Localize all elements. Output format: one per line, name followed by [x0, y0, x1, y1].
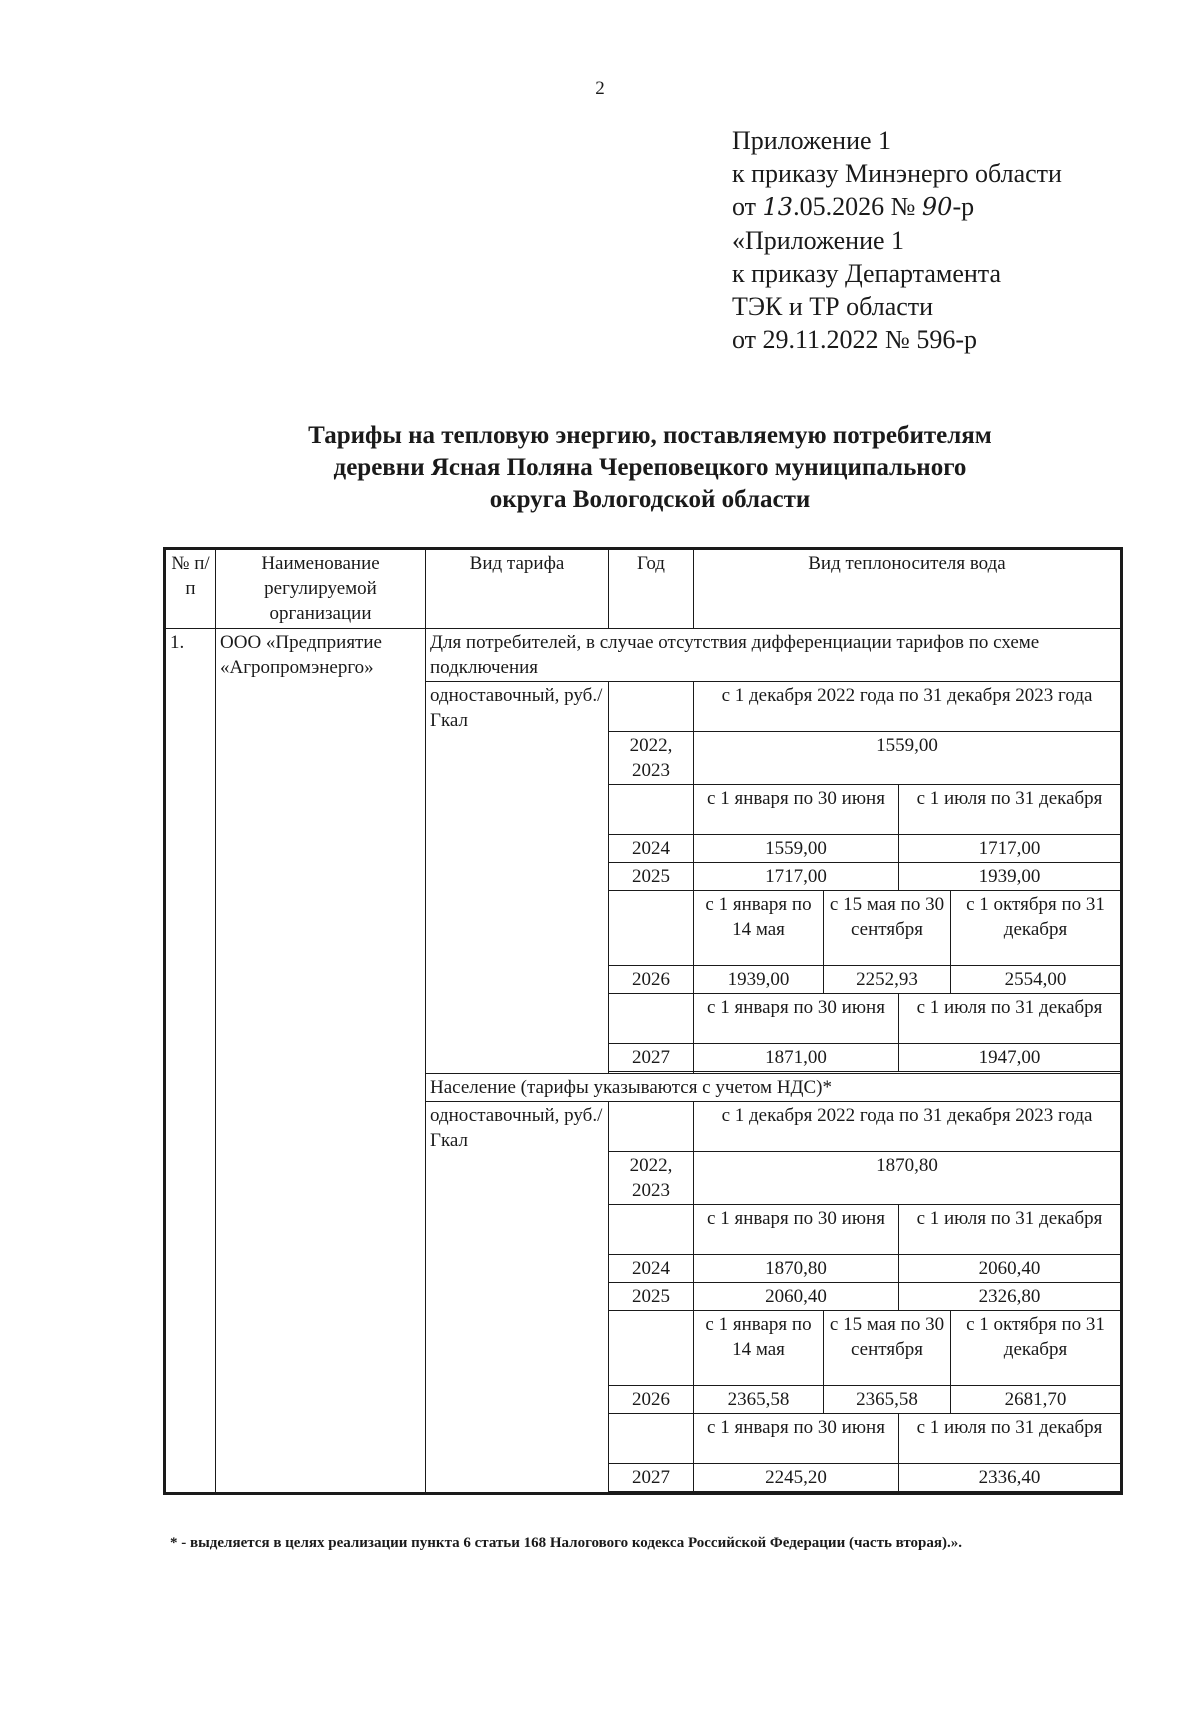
order-date-prefix: от [732, 192, 763, 221]
footnote: * - выделяется в целях реализации пункта 6 статьи 168 Налогового кодекса Российской Федерации (часть вторая).». [170, 1535, 962, 1551]
year-cell-empty [609, 1205, 694, 1255]
s1-period-third-1: с 1 января по 14 мая [694, 891, 824, 966]
s2-value-2022-2023: 1870,80 [694, 1152, 1121, 1205]
s2-year-2027: 2027 [609, 1464, 694, 1492]
page-number: 2 [595, 78, 605, 99]
s1-2024-value-h2: 1717,00 [899, 835, 1121, 863]
year-cell-empty [609, 1414, 694, 1464]
s1-2025-value-h1: 1717,00 [694, 863, 899, 891]
s2-2026-value-p2: 2365,58 [824, 1386, 951, 1414]
s1-period-2022-2023: с 1 декабря 2022 года по 31 декабря 2023 года [694, 682, 1121, 732]
section-1-title: Для потребителей, в случае отсутствия дифференциации тарифов по схеме подключения [426, 629, 1121, 682]
s2-2024-value-h2: 2060,40 [899, 1255, 1121, 1283]
header-num: № п/п [166, 550, 216, 629]
s2-2026-value-p1: 2365,58 [694, 1386, 824, 1414]
title-line-1: Тарифы на тепловую энергию, поставляемую потребителям [308, 422, 992, 449]
s2-period-half-2b: с 1 июля по 31 декабря [899, 1414, 1121, 1464]
document-title [150, 420, 1150, 516]
appendix-line-5: к приказу Департамента [732, 259, 1002, 288]
s1-period-half-1: с 1 января по 30 июня [694, 785, 899, 835]
s2-year-2022-2023: 2022, 2023 [609, 1152, 694, 1205]
appendix-header [732, 124, 1062, 356]
year-cell-empty [609, 1102, 694, 1152]
spacer-cell [694, 1492, 1121, 1493]
s2-year-2025: 2025 [609, 1283, 694, 1311]
title-line-3: округа Вологодской области [489, 486, 811, 513]
header-org: Наименование регулируемой организации [216, 550, 426, 629]
year-cell-empty [609, 682, 694, 732]
s1-period-half-1b: с 1 января по 30 июня [694, 994, 899, 1044]
s2-2025-value-h1: 2060,40 [694, 1283, 899, 1311]
s1-year-2022-2023: 2022, 2023 [609, 732, 694, 785]
row-number: 1. [166, 629, 216, 1493]
s1-2025-value-h2: 1939,00 [899, 863, 1121, 891]
title-line-2: деревни Ясная Поляна Череповецкого муниципального [333, 454, 967, 481]
appendix-line-7: от 29.11.2022 № 596-р [732, 325, 978, 354]
s1-value-2022-2023: 1559,00 [694, 732, 1121, 785]
header-carrier: Вид теплоносителя вода [694, 550, 1121, 629]
s2-year-2026: 2026 [609, 1386, 694, 1414]
order-date-mid: .05.2026 № [793, 192, 922, 221]
s2-period-half-1: с 1 января по 30 июня [694, 1205, 899, 1255]
year-cell-empty [609, 891, 694, 966]
organization-name: ООО «Предприятие «Агропромэнерго» [216, 629, 426, 1493]
s1-year-2026: 2026 [609, 966, 694, 994]
s1-period-half-2: с 1 июля по 31 декабря [899, 785, 1121, 835]
section-2-tariff-label: одноставочный, руб./Гкал [426, 1102, 609, 1493]
s1-period-third-3: с 1 октября по 31 декабря [951, 891, 1121, 966]
year-cell-empty [609, 994, 694, 1044]
s2-2026-value-p3: 2681,70 [951, 1386, 1121, 1414]
s2-period-half-2: с 1 июля по 31 декабря [899, 1205, 1121, 1255]
s2-period-third-3: с 1 октября по 31 декабря [951, 1311, 1121, 1386]
s1-year-2024: 2024 [609, 835, 694, 863]
header-year: Год [609, 550, 694, 629]
appendix-line-3 [732, 190, 1062, 224]
s1-2026-value-p2: 2252,93 [824, 966, 951, 994]
s2-period-third-1: с 1 января по 14 мая [694, 1311, 824, 1386]
order-number-suffix: -р [952, 192, 975, 221]
s2-period-third-2: с 15 мая по 30 сентября [824, 1311, 951, 1386]
s2-2027-value-h1: 2245,20 [694, 1464, 899, 1492]
s2-period-2022-2023: с 1 декабря 2022 года по 31 декабря 2023 года [694, 1102, 1121, 1152]
s2-year-2024: 2024 [609, 1255, 694, 1283]
year-cell-empty [609, 785, 694, 835]
appendix-line-1: Приложение 1 [732, 126, 892, 155]
appendix-line-2: к приказу Минэнерго области [732, 159, 1062, 188]
s2-2024-value-h1: 1870,80 [694, 1255, 899, 1283]
year-cell-empty [609, 1311, 694, 1386]
tariff-table [165, 549, 1121, 1493]
spacer-cell [609, 1492, 694, 1493]
s1-year-2027: 2027 [609, 1044, 694, 1072]
handwritten-day: 13 [762, 193, 794, 221]
s1-2027-value-h2: 1947,00 [899, 1044, 1121, 1072]
s2-2027-value-h2: 2336,40 [899, 1464, 1121, 1492]
s1-period-half-2b: с 1 июля по 31 декабря [899, 994, 1121, 1044]
section-2-title: Население (тарифы указываются с учетом НДС)* [426, 1074, 1121, 1102]
s2-2025-value-h2: 2326,80 [899, 1283, 1121, 1311]
s1-period-third-2: с 15 мая по 30 сентября [824, 891, 951, 966]
s2-period-half-1b: с 1 января по 30 июня [694, 1414, 899, 1464]
s1-2026-value-p1: 1939,00 [694, 966, 824, 994]
s1-2024-value-h1: 1559,00 [694, 835, 899, 863]
s1-2027-value-h1: 1871,00 [694, 1044, 899, 1072]
appendix-line-6: ТЭК и ТР области [732, 292, 934, 321]
header-tariff-type: Вид тарифа [426, 550, 609, 629]
s1-2026-value-p3: 2554,00 [951, 966, 1121, 994]
handwritten-number: 90 [921, 193, 953, 221]
s1-year-2025: 2025 [609, 863, 694, 891]
appendix-line-4: «Приложение 1 [732, 226, 905, 255]
section-1-tariff-label: одноставочный, руб./Гкал [426, 682, 609, 1074]
